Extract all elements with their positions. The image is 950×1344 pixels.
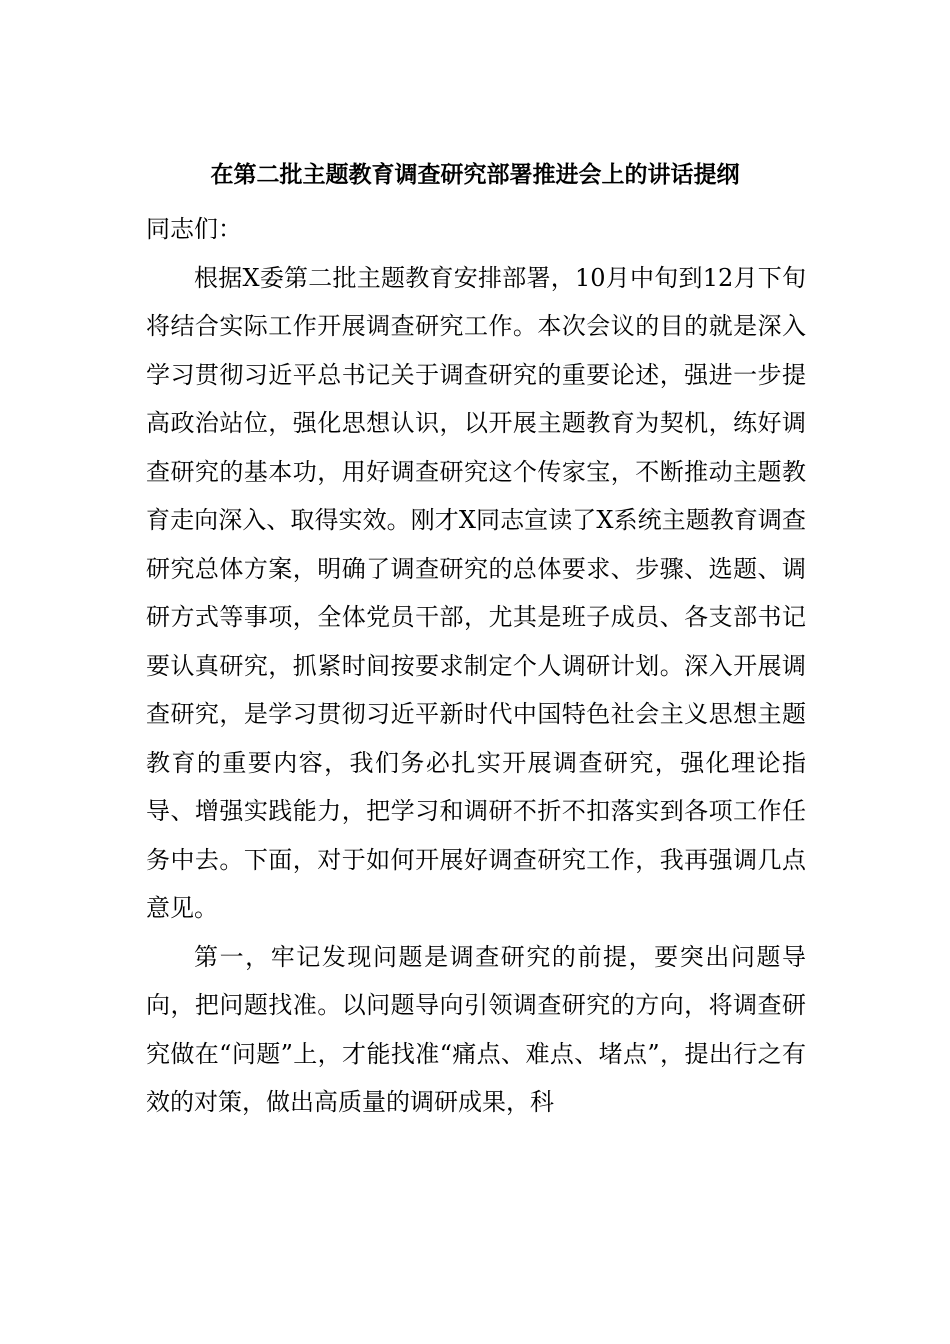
document-body (146, 205, 806, 1127)
document-title: 在第二批主题教育调查研究部署推进会上的讲话提纲 (210, 162, 740, 188)
body-paragraph-1: 根据X委第二批主题教育安排部署，10月中旬到12月下旬将结合实际工作开展调查研究工作。本次会议的目的就是深入学习贯彻习近平总书记关于调查研究的重要论述，强进一步提高政治站位，强化思想认识，以开展主题教育为契机，练好调查研究的基本功，用好调查研究这个传家宝，不断推动主题教育走向深入、取得实效。刚才X同志宣读了X系统主题教育调查研究总体方案，明确了调查研究的总体要求、步骤、选题、调研方式等事项，全体党员干部，尤其是班子成员、各支部书记要认真研究，抓紧时间按要求制定个人调研计划。深入开展调查研究，是学习贯彻习近平新时代中国特色社会主义思想主题教育的重要内容，我们务必扎实开展调查研究，强化理论指导、增强实践能力，把学习和调研不折不扣落实到各项工作任务中去。下面，对于如何开展好调查研究工作，我再强调几点意见。 (146, 263, 806, 922)
salutation: 同志们： (146, 215, 242, 243)
body-paragraph-2: 第一，牢记发现问题是调查研究的前提，要突出问题导向，把问题找准。以问题导向引领调查研究的方向，将调查研究做在“问题”上，才能找准“痛点、难点、堵点”，提出行之有效的对策，做出高质量的调研成果，科 (146, 942, 806, 1116)
